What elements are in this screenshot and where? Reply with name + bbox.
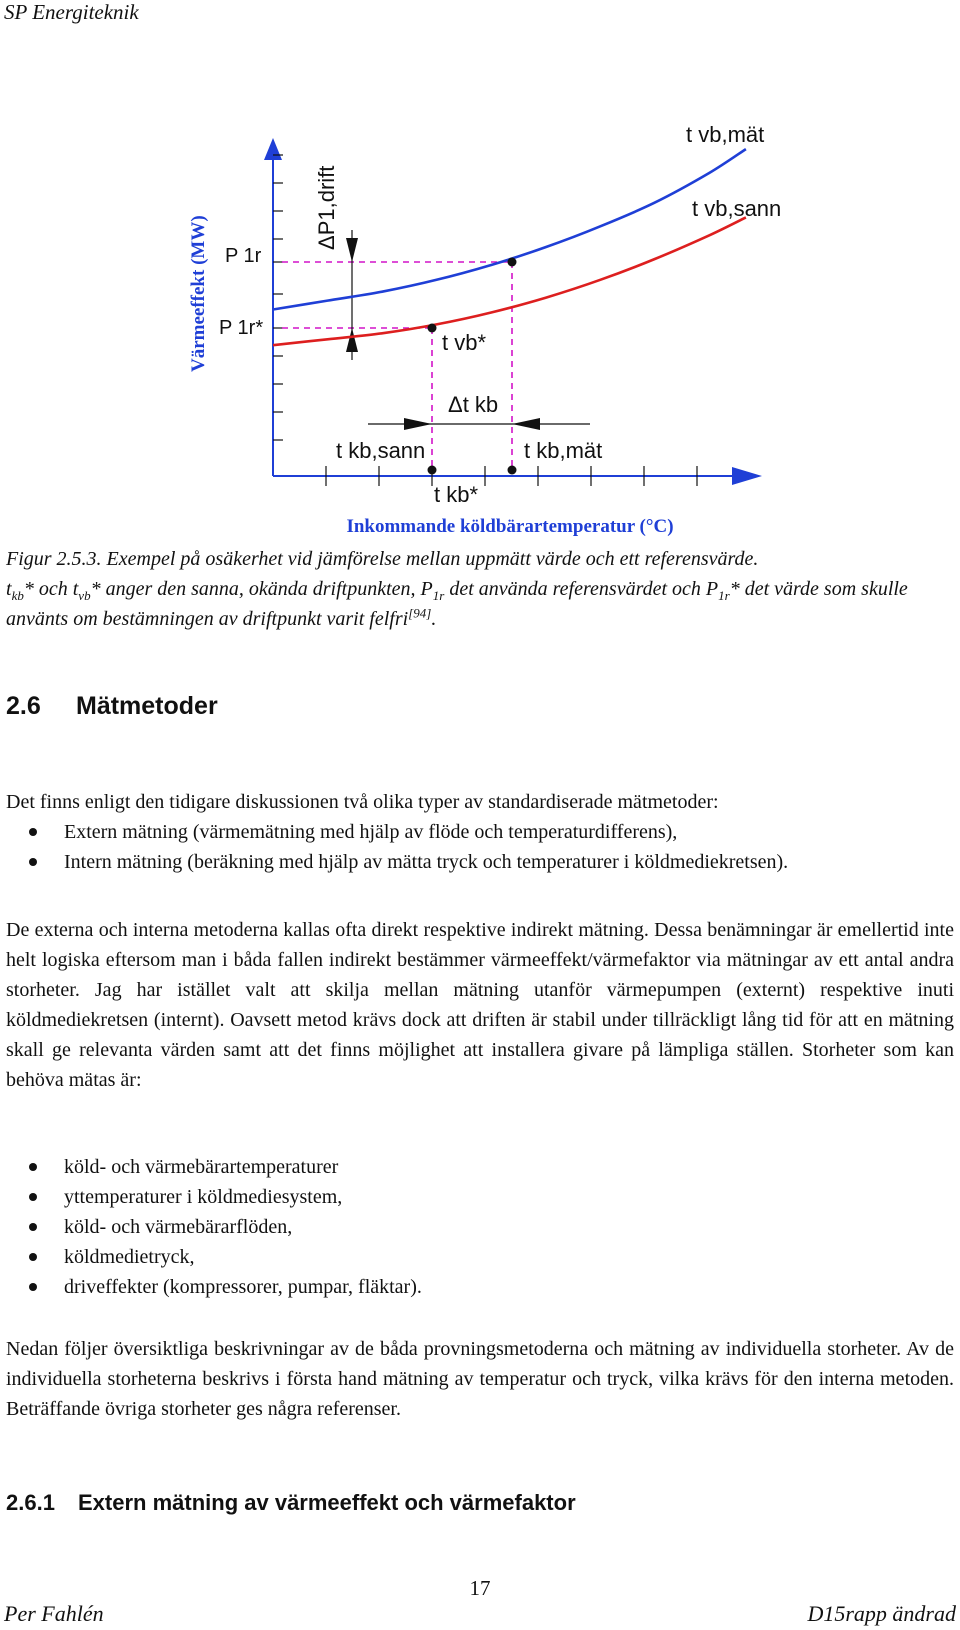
x-axis-arrow [732,467,762,485]
caption-lead: Figur 2.5.3. Exempel på osäkerhet vid jämförelse mellan uppmätt värde och ett referensvärde. [6,548,759,570]
delta-p-arrow-up [346,328,358,352]
section-heading [6,692,218,721]
list-item: köldmedietryck, [6,1242,954,1272]
label-tvb-sann: t vb,sann [692,196,782,221]
paragraph-overview: Nedan följer översiktliga beskrivningar av de båda provningsmetoderna och mätning av individuella storheter. Av de individuella storheterna beskrivs i första hand mätning av temperatur och tryck, vilka krävs för den interna metoden. Beträffande övriga storheter ges några referenser. [6,1338,954,1420]
label-delta-p: ΔP1,drift [314,165,339,250]
label-tkb-mat: t kb,mät [524,438,603,463]
delta-p-arrow-down [346,238,358,262]
footer-author: Per Fahlén [4,1601,104,1626]
paragraph-methods: De externa och interna metoderna kallas ofta direkt respektive indirekt mätning. Dessa benämningar är emellertid inte helt logiska eftersom man i båda fallen indirekt bestämmer värmeeffekt/värmefaktor via mätningar av ett antal andra storheter. Jag har istället valt att skilja mellan mätning utanför värmepumpen (externt) respektive inuti köldmediekretsen (internt). Oavsett metod krävs dock att driften är stabil under tillräckligt lång tid för att en mätning skall ge relevanta värden samt att det finns möjlighet att installera givare på lämpliga ställen. Storheter som kan behöva mätas är: [6,919,954,1091]
y-axis-ticks [273,155,283,440]
label-p1r-star: P 1r* [219,317,264,339]
list-item: Intern mätning (beräkning med hjälp av mätta tryck och temperaturer i köldmediekretsen). [6,847,954,877]
delta-tkb-arrow-left [512,418,540,430]
point-tvb-star [428,324,437,333]
caption-body: $t_{kb}*$ och $t_{vb}*$ anger den sanna, okända driftpunkten, $P_{1r}$ det använda referensvärdet och $P_{1r}*$ det värde som skulle använts om bestämningen av driftpunkt varit felfri[94]. [6,578,908,630]
y-axis-arrow [264,138,282,160]
label-delta-tkb: Δt kb [448,392,499,417]
point-tkb-star [428,466,437,475]
quantities-list [6,1152,954,1302]
delta-tkb-arrow-right [404,418,432,430]
label-tvb-star: t vb* [442,330,487,355]
figure-chart [0,120,960,540]
subsection-number: 2.6.1 [6,1490,55,1515]
point-tkb-mat [508,466,517,475]
page-number: 17 [469,1576,491,1600]
list-item: Extern mätning (värmemätning med hjälp av flöde och temperaturdifferens), [6,817,954,847]
label-tvb-mat: t vb,mät [686,122,765,147]
section-number: 2.6 [6,692,41,720]
y-axis-label: Värmeeffekt (MW) [188,215,209,372]
running-header: SP Energiteknik [4,0,139,24]
methods-list [6,817,954,877]
list-item: driveffekter (kompressorer, pumpar, fläktar). [6,1272,954,1302]
x-axis-label: Inkommande köldbärartemperatur (°C) [346,516,674,537]
list-item: köld- och värmebärartemperaturer [6,1152,954,1182]
section-title: Mätmetoder [76,692,218,720]
label-tkb-sann: t kb,sann [336,438,426,463]
footer-document: D15rapp ändrad [807,1601,956,1626]
label-p1r: P 1r [225,245,262,267]
list-item: yttemperaturer i köldmediesystem, [6,1182,954,1212]
subsection-heading [6,1490,576,1516]
subsection-title: Extern mätning av värmeeffekt och värmefaktor [78,1490,576,1515]
figure-caption [6,544,954,634]
point-measured [508,258,517,267]
curve-tvb-sann [273,217,746,345]
intro-paragraph: Det finns enligt den tidigare diskussionen två olika typer av standardiserade mätmetoder: [6,791,719,813]
label-tkb-star: t kb* [434,482,479,507]
list-item: köld- och värmebärarflöden, [6,1212,954,1242]
curve-tvb-mat [273,149,746,309]
